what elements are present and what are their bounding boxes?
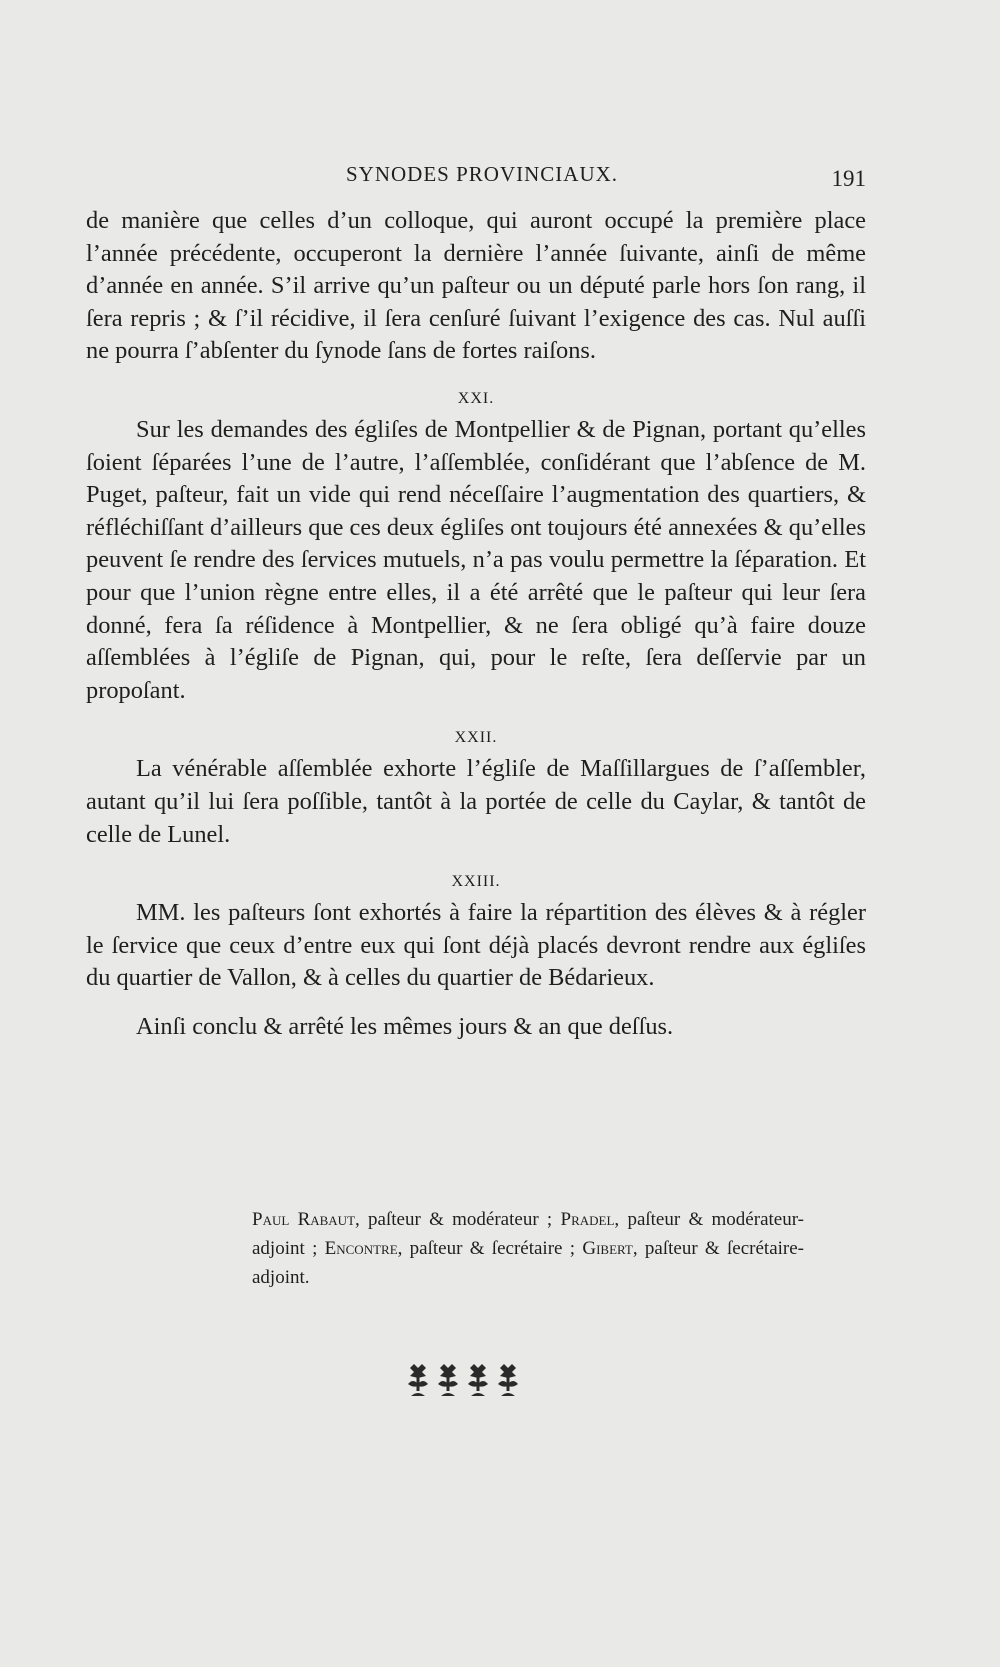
article-xxi-text: Sur les demandes des égliſes de Montpellier & de Pignan, portant qu’elles ſoient ſéparées l’une de l’autre, l’aſſemblée, conſidérant que l’abſence de M. Puget, paſteur, fait un vide qui rend néceſſaire l’augmentation des quartiers, & réfléchiſſant d’ailleurs que ces deux égliſes ont toujours été annexées & qu’elles peuvent ſe rendre des ſervices mutuels, n’a pas voulu permettre la ſéparation. Et pour que l’union règne entre elles, il a été arrêté que le paſteur qui leur ſera donné, fera ſa réſidence à Montpellier, & ne ſera obligé qu’à faire douze aſſemblées à l’égliſe de Pignan, qui, pour le reſte, ſera deſſervie par un propoſant.: [86, 415, 866, 704]
signatory-role: , paſteur & ſecrétaire-adjoint.: [252, 1238, 804, 1288]
article-heading-xxi: XXI.: [457, 389, 495, 407]
article-heading-xxii: XXII.: [454, 729, 498, 747]
signatory-role: , paſteur & modérateur-adjoint ;: [252, 1209, 804, 1259]
article-xxii-text: La vénérable aſſemblée exhorte l’égliſe de Maſſillargues de ſ’aſſembler, autant qu’il lui ſera poſſible, tantôt à la portée de celle du Caylar, & tantôt de celle de Lunel.: [86, 755, 866, 848]
fleuron-ornament-icon: [403, 1362, 523, 1402]
running-head: SYNODES PROVINCIAUX.: [346, 162, 619, 186]
article-xxiii-text: MM. les paſteurs ſont exhortés à faire la répartition des élèves & à régler le ſervice que ceux d’entre eux qui ſont déjà placés devront rendre aux égliſes du quartier de Vallon, & à celles du quartier de Bédarieux.: [86, 899, 866, 992]
signatory-role: , paſteur & modérateur ;: [355, 1209, 553, 1230]
signatory-name: Pradel: [560, 1209, 615, 1230]
page-number: 191: [831, 166, 866, 191]
signatory-name: Paul Rabaut: [252, 1209, 356, 1230]
signatory-name: Encontre: [324, 1238, 398, 1259]
paragraph-continuation: de manière que celles d’un colloque, qui auront occupé la première place l’année précédente, occuperont la dernière l’année ſuivante, ainſi de même d’année en année. S’il arrive qu’un paſteur ou un député parle hors ſon rang, il ſera repris ; & ſ’il récidive, il ſera cenſuré ſuivant l’exigence des cas. Nul auſſi ne pourra ſ’abſenter du ſynode ſans de fortes raiſons.: [86, 207, 866, 365]
body-text: [86, 205, 866, 1043]
article-heading-xxiii: XXIII.: [451, 873, 501, 891]
signatory-role: , paſteur & ſecrétaire ;: [397, 1238, 576, 1259]
closing-statement: Ainſi conclu & arrêté les mêmes jours & an que deſſus.: [136, 1012, 674, 1040]
signature-block: [252, 1205, 804, 1292]
page-header: [86, 162, 866, 194]
signatory-name: Gibert: [582, 1238, 633, 1259]
